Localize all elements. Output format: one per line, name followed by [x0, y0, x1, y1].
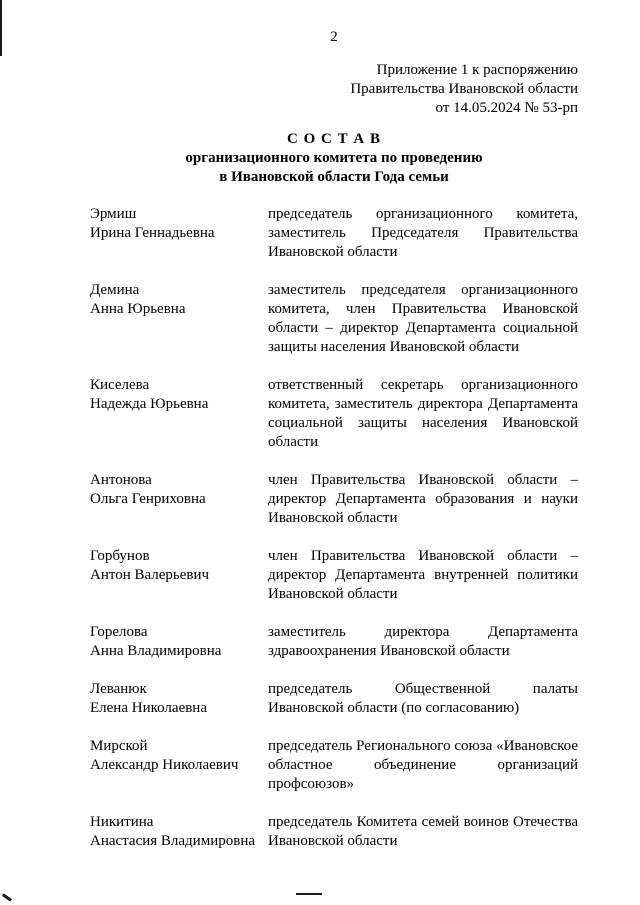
appendix-line-1: Приложение 1 к распоряжению [376, 62, 578, 78]
scan-artifact [0, 0, 2, 56]
member-position: ответственный секретарь организационного комитета, заместитель директора Департамента социальной защиты населения Ивановской области [268, 377, 578, 450]
page-number: 2 [330, 29, 338, 45]
member-position: заместитель директора Департамента здравоохранения Ивановской области [268, 624, 578, 659]
member-name [90, 813, 268, 851]
member-name [90, 623, 268, 661]
member-position: председатель организационного комитета, заместитель Председателя Правительства Ивановской области [268, 206, 578, 260]
member-firstname-patronymic: Надежда Юрьевна [90, 396, 209, 412]
member-firstname-patronymic: Елена Николаевна [90, 700, 207, 716]
member-name [90, 205, 268, 262]
member-firstname-patronymic: Александр Николаевич [90, 757, 239, 773]
member-row [90, 376, 578, 452]
member-row [90, 737, 578, 794]
member-firstname-patronymic: Ирина Геннадьевна [90, 225, 215, 241]
member-surname: Горбунов [90, 548, 150, 564]
member-firstname-patronymic: Анна Владимировна [90, 643, 222, 659]
member-name [90, 471, 268, 528]
member-position: председатель Регионального союза «Ивановское областное объединение организаций профсоюзов» [268, 738, 578, 792]
title-line-1: С О С Т А В [287, 131, 381, 147]
members-list [90, 205, 578, 851]
member-name [90, 281, 268, 357]
appendix-block [90, 61, 578, 118]
member-firstname-patronymic: Ольга Генриховна [90, 491, 206, 507]
member-row [90, 623, 578, 661]
appendix-line-3: от 14.05.2024 № 53-рп [435, 100, 578, 116]
member-name [90, 547, 268, 604]
member-position: член Правительства Ивановской области – директор Департамента внутренней политики Ивановской области [268, 548, 578, 602]
appendix-line-2: Правительства Ивановской области [350, 81, 578, 97]
scan-artifact [296, 893, 322, 895]
member-row [90, 547, 578, 604]
member-surname: Горелова [90, 624, 148, 640]
member-surname: Никитина [90, 814, 154, 830]
member-position: заместитель председателя организационного комитета, член Правительства Ивановской области – директор Департамента социальной защиты населения Ивановской области [268, 282, 578, 355]
member-surname: Киселева [90, 377, 150, 393]
member-row [90, 813, 578, 851]
member-position: член Правительства Ивановской области – директор Департамента образования и науки Ивановской области [268, 472, 578, 526]
member-row [90, 281, 578, 357]
scan-artifact [2, 893, 12, 901]
document-title [90, 130, 578, 187]
member-surname: Леванюк [90, 681, 147, 697]
member-position: председатель Общественной палаты Ивановской области (по согласованию) [268, 681, 578, 716]
member-surname: Демина [90, 282, 140, 298]
title-line-2: организационного комитета по проведению [185, 150, 483, 166]
member-surname: Антонова [90, 472, 152, 488]
title-line-3: в Ивановской области Года семьи [219, 169, 449, 185]
member-firstname-patronymic: Анастасия Владимировна [90, 833, 255, 849]
member-name [90, 376, 268, 452]
member-surname: Эрмиш [90, 206, 137, 222]
member-position: председатель Комитета семей воинов Отечества Ивановской области [268, 814, 578, 849]
member-firstname-patronymic: Анна Юрьевна [90, 301, 186, 317]
member-name [90, 680, 268, 718]
member-surname: Мирской [90, 738, 148, 754]
member-row [90, 680, 578, 718]
member-row [90, 471, 578, 528]
member-firstname-patronymic: Антон Валерьевич [90, 567, 210, 583]
member-row [90, 205, 578, 262]
member-name [90, 737, 268, 794]
